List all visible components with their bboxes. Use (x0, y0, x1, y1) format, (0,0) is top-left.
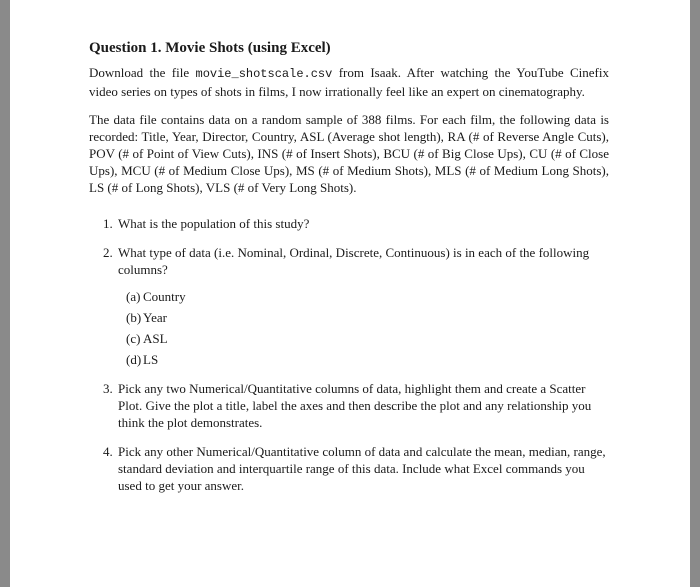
sub-question-label: (d) (126, 352, 142, 367)
intro-text-1: Download the file (89, 65, 196, 80)
question-list (89, 215, 609, 494)
sub-question-label: (a) (126, 289, 141, 304)
description-paragraph: The data file contains data on a random sample of 388 films. For each film, the following data is recorded: Title, Year, Director, Country, ASL (Average shot length), RA (# of Reverse Angle Cuts), POV (# of Point of View Cuts), INS (# of Insert Shots), BCU (# of Big Close Ups), CU (# of Close Ups), MCU (# of Medium Close Ups), MS (# of Medium Shots), MLS (# of Medium Long Shots), LS (# of Long Shots), VLS (# of Very Long Shots). (89, 112, 609, 195)
question-item (89, 244, 609, 368)
question-text: Pick any other Numerical/Quantitative column of data and calculate the mean, median, range, standard deviation and interquartile range of this data. Include what Excel commands you used to get your answer. (118, 444, 606, 493)
question-number: 2. (103, 245, 113, 260)
intro-paragraph (89, 64, 609, 100)
question-number: 1. (103, 216, 113, 231)
sub-question-item (118, 288, 609, 305)
question-item (89, 443, 609, 494)
question-number: 3. (103, 381, 113, 396)
sub-question-label: (c) (126, 331, 141, 346)
sub-question-text: ASL (143, 331, 168, 346)
question-number: 4. (103, 444, 113, 459)
intro-text-2: from Isaak. After watching the YouTube Cinefix video series on types of shots in films, I now irrationally feel like an expert on cinematography. (89, 65, 609, 99)
question-text: Pick any two Numerical/Quantitative columns of data, highlight them and create a Scatter Plot. Give the plot a title, label the axes and then describe the plot and any relationship you think the plot demonstrates. (118, 381, 592, 430)
sub-question-item (118, 330, 609, 347)
filename: movie_shotscale.csv (195, 67, 333, 81)
sub-question-text: Year (143, 310, 167, 325)
sub-question-item (118, 309, 609, 326)
document-content (89, 40, 609, 506)
question-title: Question 1. Movie Shots (using Excel) (89, 40, 331, 56)
document-page (10, 0, 690, 587)
sub-question-text: Country (143, 289, 186, 304)
sub-question-text: LS (143, 352, 159, 367)
question-text: What is the population of this study? (118, 216, 310, 231)
question-text: What type of data (i.e. Nominal, Ordinal, Discrete, Continuous) is in each of the following columns? (118, 245, 590, 277)
sub-question-list (118, 288, 609, 368)
sub-question-item (118, 351, 609, 368)
question-item (89, 380, 609, 431)
question-item (89, 215, 609, 232)
sub-question-label: (b) (126, 310, 142, 325)
